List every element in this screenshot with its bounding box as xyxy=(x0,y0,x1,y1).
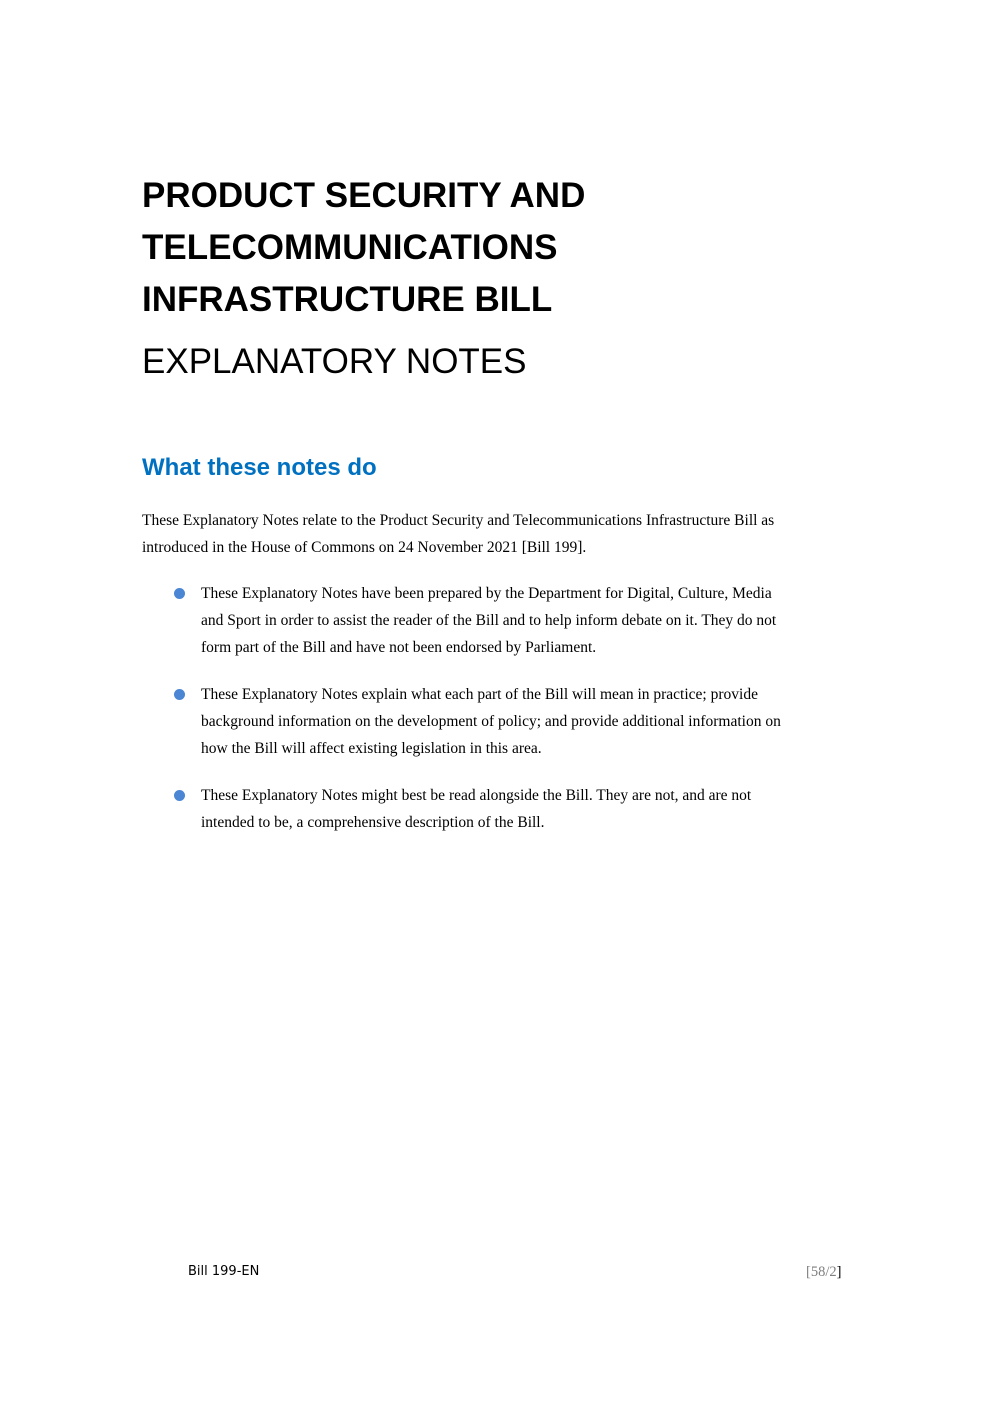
title-line: INFRASTRUCTURE BILL xyxy=(142,280,553,319)
bullet-line: form part of the Bill and have not been endorsed by Parliament. xyxy=(201,639,597,656)
print-reference-number: [58/2 xyxy=(806,1264,837,1280)
intro-paragraph xyxy=(142,507,902,561)
bullet-line: These Explanatory Notes explain what each part of the Bill will mean in practice; provide xyxy=(201,686,758,703)
document-title xyxy=(142,170,842,326)
bullet-dot-icon xyxy=(174,790,185,801)
intro-line: introduced in the House of Commons on 24 November 2021 [Bill 199]. xyxy=(142,539,587,556)
print-reference xyxy=(806,1263,841,1281)
title-line: PRODUCT SECURITY AND xyxy=(142,176,586,215)
bullet-list xyxy=(142,580,902,856)
bullet-line: These Explanatory Notes have been prepared by the Department for Digital, Culture, Media xyxy=(201,585,772,602)
bullet-item xyxy=(142,782,902,836)
section-heading: What these notes do xyxy=(142,454,377,481)
document-subtitle: EXPLANATORY NOTES xyxy=(142,342,527,381)
title-line: TELECOMMUNICATIONS xyxy=(142,228,558,267)
bullet-line: how the Bill will affect existing legislation in this area. xyxy=(201,740,542,757)
bill-reference: Bill 199-EN xyxy=(188,1264,260,1279)
print-reference-close: ] xyxy=(836,1264,842,1280)
bullet-item xyxy=(142,681,902,762)
intro-line: These Explanatory Notes relate to the Product Security and Telecommunications Infrastructure Bill as xyxy=(142,512,775,529)
bullet-line: These Explanatory Notes might best be read alongside the Bill. They are not, and are not xyxy=(201,787,752,804)
bullet-dot-icon xyxy=(174,689,185,700)
bullet-line: and Sport in order to assist the reader of the Bill and to help inform debate on it. They do not xyxy=(201,612,777,629)
bullet-dot-icon xyxy=(174,588,185,599)
bullet-line: intended to be, a comprehensive description of the Bill. xyxy=(201,814,545,831)
bullet-item xyxy=(142,580,902,661)
bullet-line: background information on the development of policy; and provide additional information on xyxy=(201,713,781,730)
